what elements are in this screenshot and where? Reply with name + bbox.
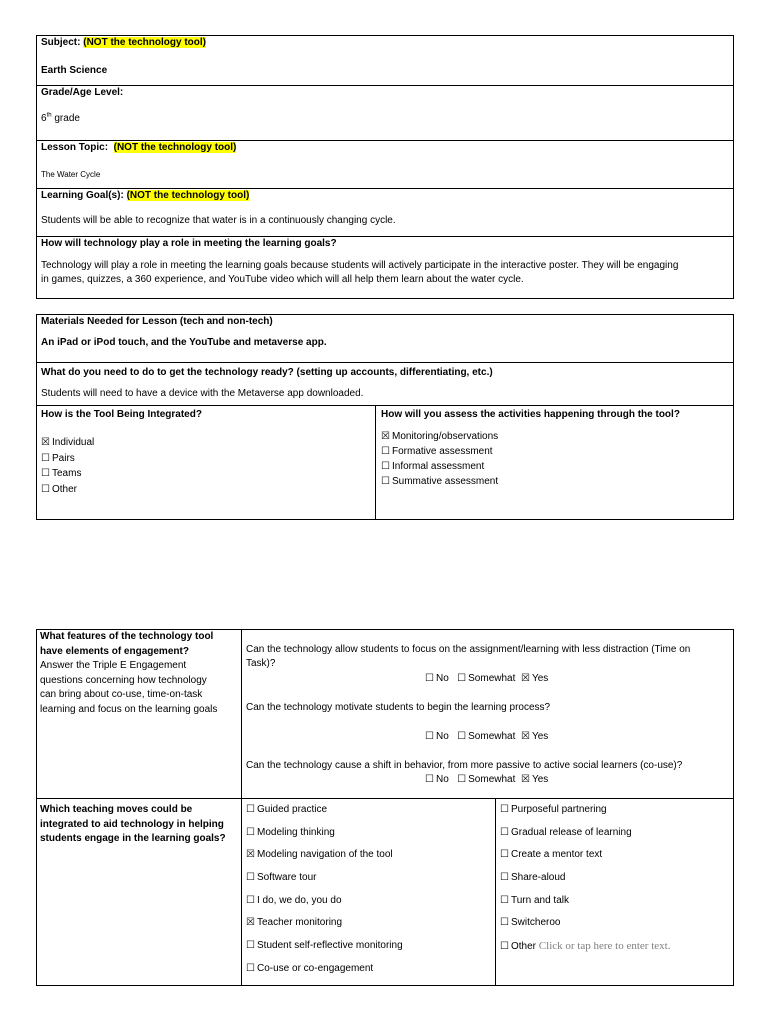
checkbox-icon[interactable]: ☒ [520, 673, 530, 684]
tech-role-answer-line-1: Technology will play a role in meeting the learning goals because students will actively participate in the interactive poster. They will be engaging [41, 260, 679, 271]
option-monitoring[interactable]: ☒ Monitoring/observations [381, 431, 499, 442]
checkbox-icon[interactable]: ☐ [381, 476, 390, 487]
checkbox-icon[interactable]: ☐ [246, 826, 255, 838]
integrated-options [41, 435, 94, 497]
assess-question: How will you assess the activities happening through the tool? [381, 409, 680, 420]
answer-row-2 [425, 731, 548, 742]
ready-cell [37, 363, 733, 406]
question-motivate: Can the technology motivate students to begin the learning process? [246, 702, 551, 713]
goals-label: Learning Goal(s): [41, 190, 124, 201]
move-mentor-text[interactable]: ☐ Create a mentor text [500, 849, 603, 861]
grade-cell [37, 86, 733, 141]
checkbox-icon[interactable]: ☒ [41, 437, 50, 448]
topic-cell [37, 141, 733, 189]
subject-value: Earth Science [41, 65, 108, 76]
assess-cell [376, 406, 733, 519]
features-desc-line-2: questions concerning how technology [40, 674, 207, 686]
materials-table [36, 314, 734, 520]
grade-label: Grade/Age Level: [41, 87, 124, 98]
checkbox-icon[interactable]: ☐ [500, 849, 509, 861]
option-yes: Yes [531, 731, 549, 742]
integrated-question: How is the Tool Being Integrated? [41, 409, 202, 420]
question-co-use: Can the technology cause a shift in behavior, from more passive to active social learners (co-use)? [246, 760, 683, 771]
checkbox-icon[interactable]: ☐ [457, 774, 467, 785]
checkbox-icon[interactable]: ☐ [381, 446, 390, 457]
moves-question-line-1: Which teaching moves could be [40, 804, 193, 815]
subject-label: Subject: [41, 37, 81, 48]
goals-value: Students will be able to recognize that water is in a continuously changing cycle. [41, 215, 396, 226]
option-no: No [436, 673, 449, 684]
materials-label: Materials Needed for Lesson (tech and non-tech) [41, 316, 273, 327]
move-share-aloud[interactable]: ☐ Share-aloud [500, 872, 566, 884]
moves-question-line-2: integrated to aid technology in helping [40, 818, 224, 830]
option-somewhat: Somewhat [468, 731, 516, 742]
subject-cell [37, 36, 733, 86]
move-turn-and-talk[interactable]: ☐ Turn and talk [500, 894, 569, 906]
option-teams[interactable]: ☐ Teams [41, 466, 94, 482]
checkbox-icon[interactable]: ☒ [520, 731, 530, 742]
option-yes: Yes [531, 673, 549, 684]
checkbox-icon[interactable]: ☐ [500, 894, 509, 906]
ready-question: What do you need to do to get the technology ready? (setting up accounts, differentiating, etc.) [41, 367, 493, 378]
move-co-use[interactable]: ☐ Co-use or co-engagement [246, 962, 374, 974]
checkbox-icon[interactable]: ☐ [41, 452, 50, 464]
checkbox-icon[interactable]: ☐ [457, 673, 467, 684]
features-question-cell [37, 630, 242, 798]
checkbox-icon[interactable]: ☐ [500, 872, 509, 884]
checkbox-icon[interactable]: ☐ [500, 917, 509, 929]
tech-role-answer-line-2: in games, quizzes, a 360 experience, and YouTube video which will all help them learn about the water cycle. [41, 274, 524, 285]
engagement-table [36, 629, 734, 986]
checkbox-icon[interactable]: ☐ [246, 962, 255, 974]
checkbox-icon[interactable]: ☐ [246, 894, 255, 906]
checkbox-icon[interactable]: ☐ [381, 461, 390, 472]
move-teacher-monitoring[interactable]: ☒ Teacher monitoring [246, 917, 343, 929]
checkbox-icon[interactable]: ☒ [246, 849, 255, 861]
checkbox-icon[interactable]: ☒ [381, 431, 390, 442]
answer-row-3 [425, 774, 548, 785]
goals-cell [37, 189, 733, 237]
integrated-cell [37, 406, 376, 519]
checkbox-icon[interactable]: ☐ [500, 941, 509, 953]
option-individual[interactable]: ☒ Individual [41, 435, 94, 451]
move-purposeful-partnering[interactable]: ☐ Purposeful partnering [500, 804, 607, 815]
option-somewhat: Somewhat [468, 673, 516, 684]
features-question-line-1: What features of the technology tool [40, 631, 214, 642]
features-desc-line-4: learning and focus on the learning goals [40, 703, 218, 715]
teaching-moves-row [37, 799, 733, 985]
option-informal[interactable]: ☐ Informal assessment [381, 461, 485, 472]
moves-question-line-3: students engage in the learning goals? [40, 833, 226, 844]
assess-options [381, 429, 498, 489]
topic-value: The Water Cycle [41, 170, 101, 179]
checkbox-icon[interactable]: ☐ [246, 804, 255, 815]
engagement-questions-cell [242, 630, 733, 798]
move-modeling-thinking[interactable]: ☐ Modeling thinking [246, 826, 335, 838]
tech-role-cell [37, 237, 733, 298]
checkbox-icon[interactable]: ☒ [520, 774, 530, 785]
features-row [37, 630, 733, 799]
option-somewhat: Somewhat [468, 774, 516, 785]
teaching-moves-right-cell [496, 799, 733, 985]
lesson-info-table [36, 35, 734, 299]
checkbox-icon[interactable]: ☐ [246, 872, 255, 884]
features-desc-line-3: can bring about co-use, time-on-task [40, 689, 203, 700]
topic-label: Lesson Topic: [41, 142, 109, 153]
move-other[interactable]: ☐ Other Click or tap here to enter text. [500, 940, 671, 953]
materials-value: An iPad or iPod touch, and the YouTube and metaverse app. [41, 337, 327, 348]
move-i-do-we-do[interactable]: ☐ I do, we do, you do [246, 894, 342, 906]
teaching-moves-left-cell [242, 799, 496, 985]
question-time-on-task-line-2: Task)? [246, 658, 276, 669]
grade-value: 6th grade [41, 112, 80, 124]
features-question-line-2: have elements of engagement? [40, 645, 189, 657]
checkbox-icon[interactable]: ☐ [457, 731, 467, 742]
question-time-on-task-line-1: Can the technology allow students to focus on the assignment/learning with less distraction (Time on [246, 644, 691, 655]
answer-row-1 [425, 673, 548, 684]
move-modeling-navigation[interactable]: ☒ Modeling navigation of the tool [246, 849, 393, 861]
move-software-tour[interactable]: ☐ Software tour [246, 872, 317, 884]
teaching-moves-question-cell [37, 799, 242, 985]
checkbox-icon[interactable]: ☐ [425, 774, 434, 785]
materials-cell [37, 315, 733, 363]
option-formative[interactable]: ☐ Formative assessment [381, 446, 493, 457]
checkbox-icon[interactable]: ☒ [246, 917, 255, 929]
goals-note: (NOT the technology tool) [126, 190, 250, 201]
option-pairs[interactable]: ☐ Pairs [41, 451, 94, 467]
checkbox-icon[interactable]: ☐ [425, 673, 434, 684]
checkbox-icon[interactable]: ☐ [246, 940, 255, 952]
option-yes: Yes [531, 774, 549, 785]
checkbox-icon[interactable]: ☐ [41, 483, 50, 495]
checkbox-icon[interactable]: ☐ [500, 826, 509, 838]
checkbox-icon[interactable]: ☐ [500, 804, 509, 815]
other-text-input[interactable]: Click or tap here to enter text. [538, 940, 671, 953]
integration-row [37, 406, 733, 519]
option-no: No [436, 731, 449, 742]
features-desc-line-1: Answer the Triple E Engagement [40, 660, 187, 671]
topic-note: (NOT the technology tool) [113, 142, 237, 153]
checkbox-icon[interactable]: ☐ [41, 468, 50, 479]
option-summative[interactable]: ☐ Summative assessment [381, 476, 499, 487]
ready-answer: Students will need to have a device with the Metaverse app downloaded. [41, 388, 364, 399]
option-other[interactable]: ☐ Other [41, 482, 94, 498]
move-self-reflective[interactable]: ☐ Student self-reflective monitoring [246, 940, 403, 952]
move-gradual-release[interactable]: ☐ Gradual release of learning [500, 826, 632, 838]
move-switcheroo[interactable]: ☐ Switcheroo [500, 917, 561, 929]
checkbox-icon[interactable]: ☐ [425, 731, 434, 742]
option-no: No [436, 774, 449, 785]
subject-note: (NOT the technology tool) [83, 37, 206, 48]
move-guided-practice[interactable]: ☐ Guided practice [246, 804, 328, 815]
tech-role-question: How will technology play a role in meeting the learning goals? [41, 238, 337, 249]
